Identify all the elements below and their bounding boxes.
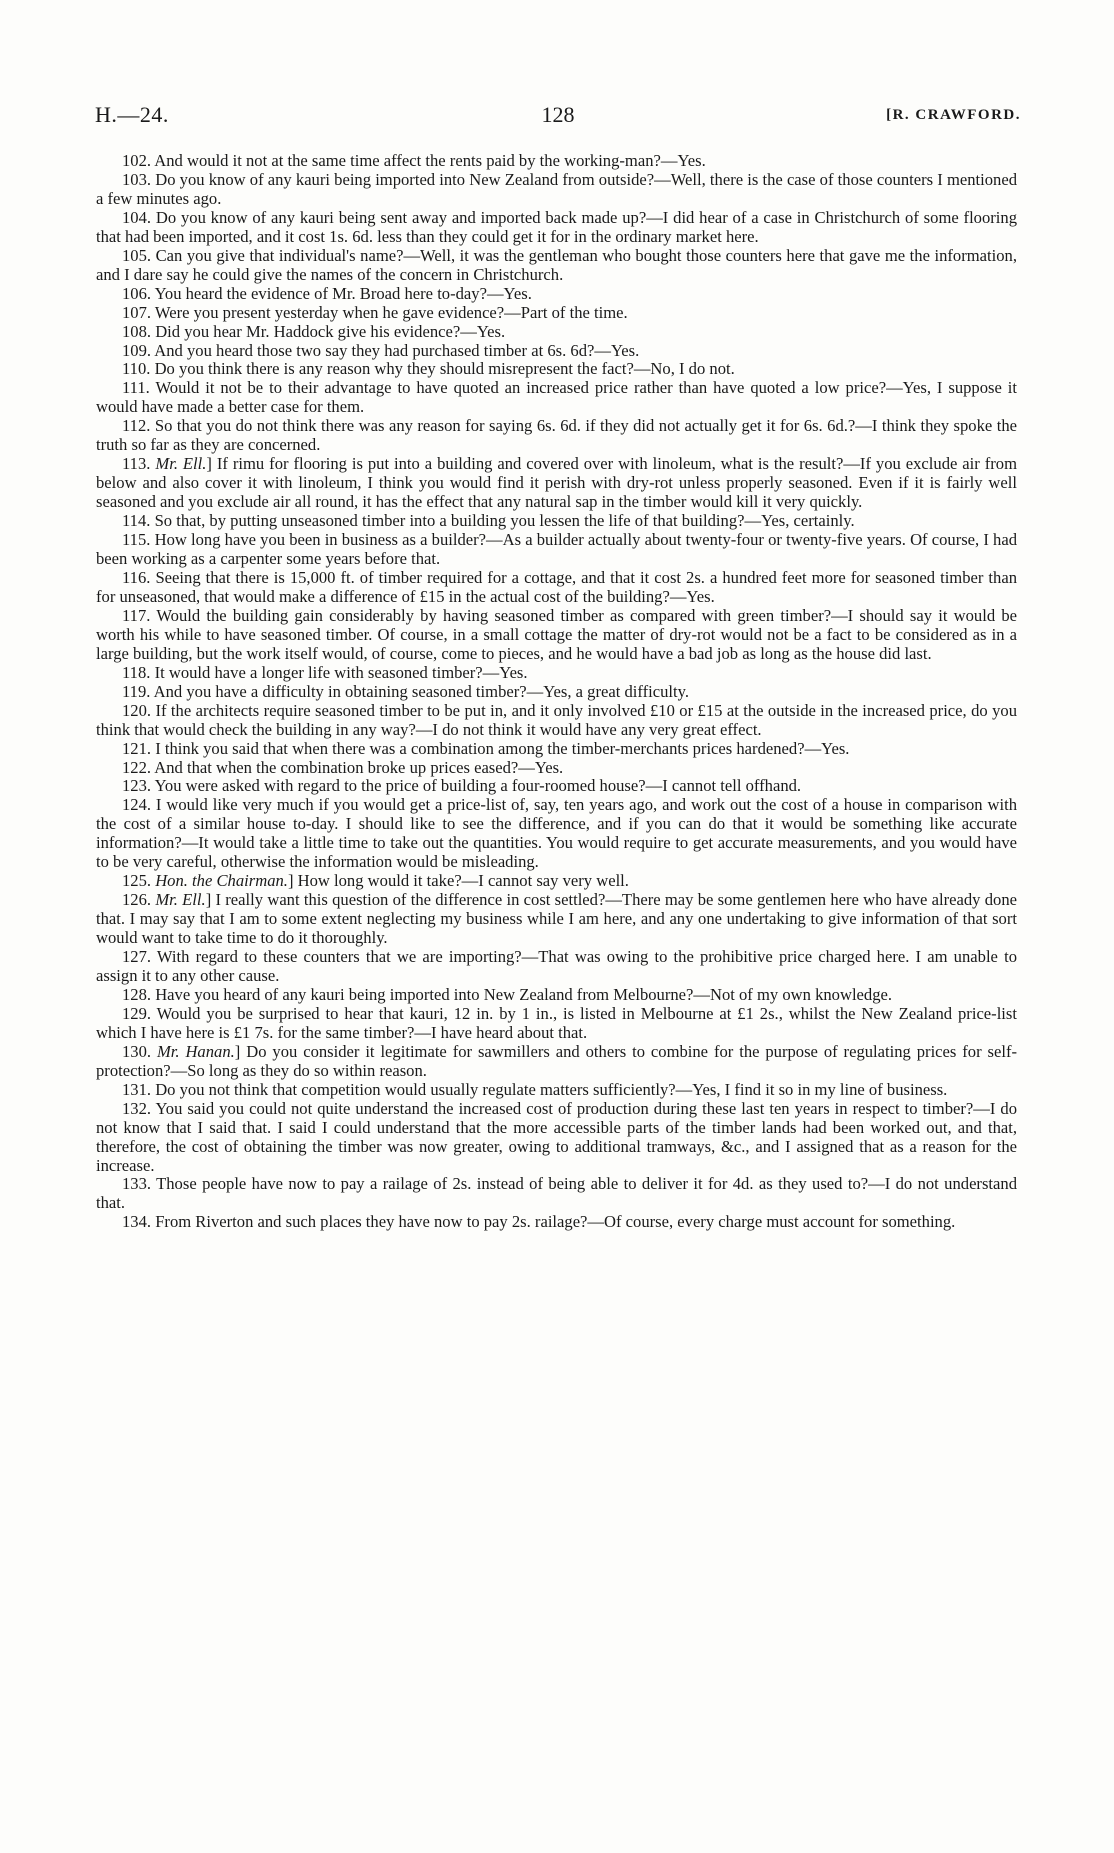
question-answer-paragraph: 103. Do you know of any kauri being imported into New Zealand from outside?—Well, there is the case of those counters I mentioned a few minutes ago. — [96, 169, 1017, 208]
speaker-name: Mr. Hanan. — [156, 1041, 235, 1061]
question-answer-paragraph: 123. You were asked with regard to the price of building a four-roomed house?—I cannot tell offhand. — [122, 776, 802, 796]
question-answer-paragraph: 107. Were you present yesterday when he gave evidence?—Part of the time. — [122, 302, 628, 322]
question-answer-paragraph: 115. How long have you been in business as a builder?—As a builder actually about twenty-four or twenty-five years. Of course, I had been working as a carpenter some years before that. — [96, 530, 1017, 569]
paragraph-text: ] Do you consider it legitimate for sawmillers and others to combine for the purpose of regulating prices for self-protection?—So long as they do so within reason. — [96, 1041, 1018, 1080]
question-answer-paragraph: 134. From Riverton and such places they have now to pay 2s. railage?—Of course, every charge must account for something. — [122, 1212, 956, 1232]
paragraph-text: ] How long would it take?—I cannot say very well. — [287, 871, 629, 891]
question-answer-paragraph: 133. Those people have now to pay a railage of 2s. instead of being able to deliver it for 4d. as they used to?—I do not understand that. — [96, 1174, 1017, 1213]
question-number: 125. — [122, 871, 156, 891]
question-answer-paragraph: 109. And you heard those two say they had purchased timber at 6s. 6d?—Yes. — [122, 340, 640, 360]
question-answer-paragraph: 105. Can you give that individual's name?—Well, it was the gentleman who bought those counters here that gave me the information, and I dare say he could give the names of the concern in Christchurch. — [96, 245, 1017, 284]
evidence-text — [96, 152, 1017, 1232]
question-number: 126. — [122, 890, 156, 910]
question-answer-paragraph — [96, 891, 1017, 948]
question-answer-paragraph: 127. With regard to these counters that we are importing?—That was owing to the prohibitive price charged here. I am unable to assign it to any other cause. — [96, 947, 1017, 985]
question-answer-paragraph: 110. Do you think there is any reason why they should misrepresent the fact?—No, I do not. — [122, 359, 735, 379]
question-answer-paragraph: 121. I think you said that when there was a combination among the timber-merchants prices hardened?—Yes. — [122, 738, 850, 758]
speaker-name: Mr. Ell. — [155, 890, 206, 910]
question-number: 113. — [122, 454, 156, 474]
question-answer-paragraph: 116. Seeing that there is 15,000 ft. of timber required for a cottage, and that it cost 2s. a hundred feet more for seasoned timber than for unseasoned, that would make a difference of £15 in the actual cost of the building?—Yes. — [96, 567, 1017, 606]
question-answer-paragraph: 106. You heard the evidence of Mr. Broad here to-day?—Yes. — [122, 283, 532, 303]
question-answer-paragraph: 119. And you have a difficulty in obtaining seasoned timber?—Yes, a great difficulty. — [122, 681, 689, 701]
question-answer-paragraph — [96, 1043, 1017, 1081]
question-answer-paragraph: 108. Did you hear Mr. Haddock give his evidence?—Yes. — [122, 321, 506, 341]
witness-name: [R. CRAWFORD. — [886, 107, 1021, 123]
question-answer-paragraph: 111. Would it not be to their advantage to have quoted an increased price rather than have quoted a low price?—Yes, I suppose it would have made a better case for them. — [96, 378, 1017, 417]
question-answer-paragraph — [96, 455, 1017, 512]
page-header — [95, 98, 1021, 132]
speaker-name: Mr. Ell. — [155, 454, 207, 474]
paragraph-text: ] I really want this question of the difference in cost settled?—There may be some gentlemen here who have already done that. I may say that I am to some extent neglecting my business while I am here, and any one undertaking to give information of that sort would want to take time to do it thoroughly. — [96, 890, 1017, 948]
question-answer-paragraph: 120. If the architects require seasoned timber to be put in, and it only involved £10 or £15 at the outside in the increased price, do you think that would check the building in any way?—I do not think it would have any very great effect. — [96, 700, 1017, 739]
question-answer-paragraph: 132. You said you could not quite understand the increased cost of production during these last ten years in respect to timber?—I do not know that I said that. I said I could understand that the more accessible parts of the timber lands had been worked out, and that, therefore, the cost of obtaining the timber was now greater, owing to additional tramways, &c., and I assigned that as a reason for the increase. — [96, 1098, 1017, 1175]
paragraph-text: ] If rimu for flooring is put into a building and covered over with linoleum, what is the result?—If you exclude air from below and also cover it with linoleum, I think you would find it perish with dry-rot unless properly seasoned. Even if it is fairly well seasoned and you exclude air all round, it has the effect that any natural sap in the timber would kill it very quickly. — [96, 454, 1017, 512]
question-answer-paragraph — [96, 872, 1017, 891]
question-answer-paragraph: 118. It would have a longer life with seasoned timber?—Yes. — [122, 662, 528, 682]
question-answer-paragraph: 102. And would it not at the same time affect the rents paid by the working-man?—Yes. — [122, 151, 706, 170]
question-answer-paragraph: 124. I would like very much if you would get a price-list of, say, ten years ago, and work out the cost of a house in comparison with the cost of a similar house to-day. I should like to see the difference, and if you can do that it would be something like accurate information?—It would take a little time to take out the quantities. You would require to get accurate measurements, and you would have to be very careful, otherwise the information would be misleading. — [96, 795, 1017, 872]
document-reference: H.—24. — [95, 102, 169, 127]
question-answer-paragraph: 114. So that, by putting unseasoned timber into a building you lessen the life of that building?—Yes, certainly. — [122, 511, 855, 531]
page-number: 128 — [541, 102, 575, 127]
speaker-name: Hon. the Chairman. — [155, 871, 288, 891]
question-answer-paragraph: 122. And that when the combination broke up prices eased?—Yes. — [122, 757, 564, 777]
question-answer-paragraph: 112. So that you do not think there was any reason for saying 6s. 6d. if they did not actually get it for 6s. 6d.?—I think they spoke the truth so far as they are concerned. — [96, 416, 1017, 455]
question-number: 130. — [122, 1041, 157, 1061]
question-answer-paragraph: 128. Have you heard of any kauri being imported into New Zealand from Melbourne?—Not of my own knowledge. — [122, 984, 893, 1004]
question-answer-paragraph: 131. Do you not think that competition would usually regulate matters sufficiently?—Yes, I find it so in my line of business. — [122, 1079, 948, 1099]
question-answer-paragraph: 104. Do you know of any kauri being sent away and imported back made up?—I did hear of a case in Christchurch of some flooring that had been imported, and it cost 1s. 6d. less than they could get it for in the ordinary market here. — [96, 207, 1017, 246]
question-answer-paragraph: 129. Would you be surprised to hear that kauri, 12 in. by 1 in., is listed in Melbourne at £1 2s., whilst the New Zealand price-list which I have here is £1 7s. for the same timber?—I have heard about that. — [96, 1003, 1017, 1042]
question-answer-paragraph: 117. Would the building gain considerably by having seasoned timber as compared with green timber?—I should say it would be worth his while to have seasoned timber. Of course, in a small cottage the matter of dry-rot would not be a fact to be considered as in a large building, but the work itself would, of course, come to pieces, and he would have a bad job as long as the house did last. — [96, 605, 1017, 663]
